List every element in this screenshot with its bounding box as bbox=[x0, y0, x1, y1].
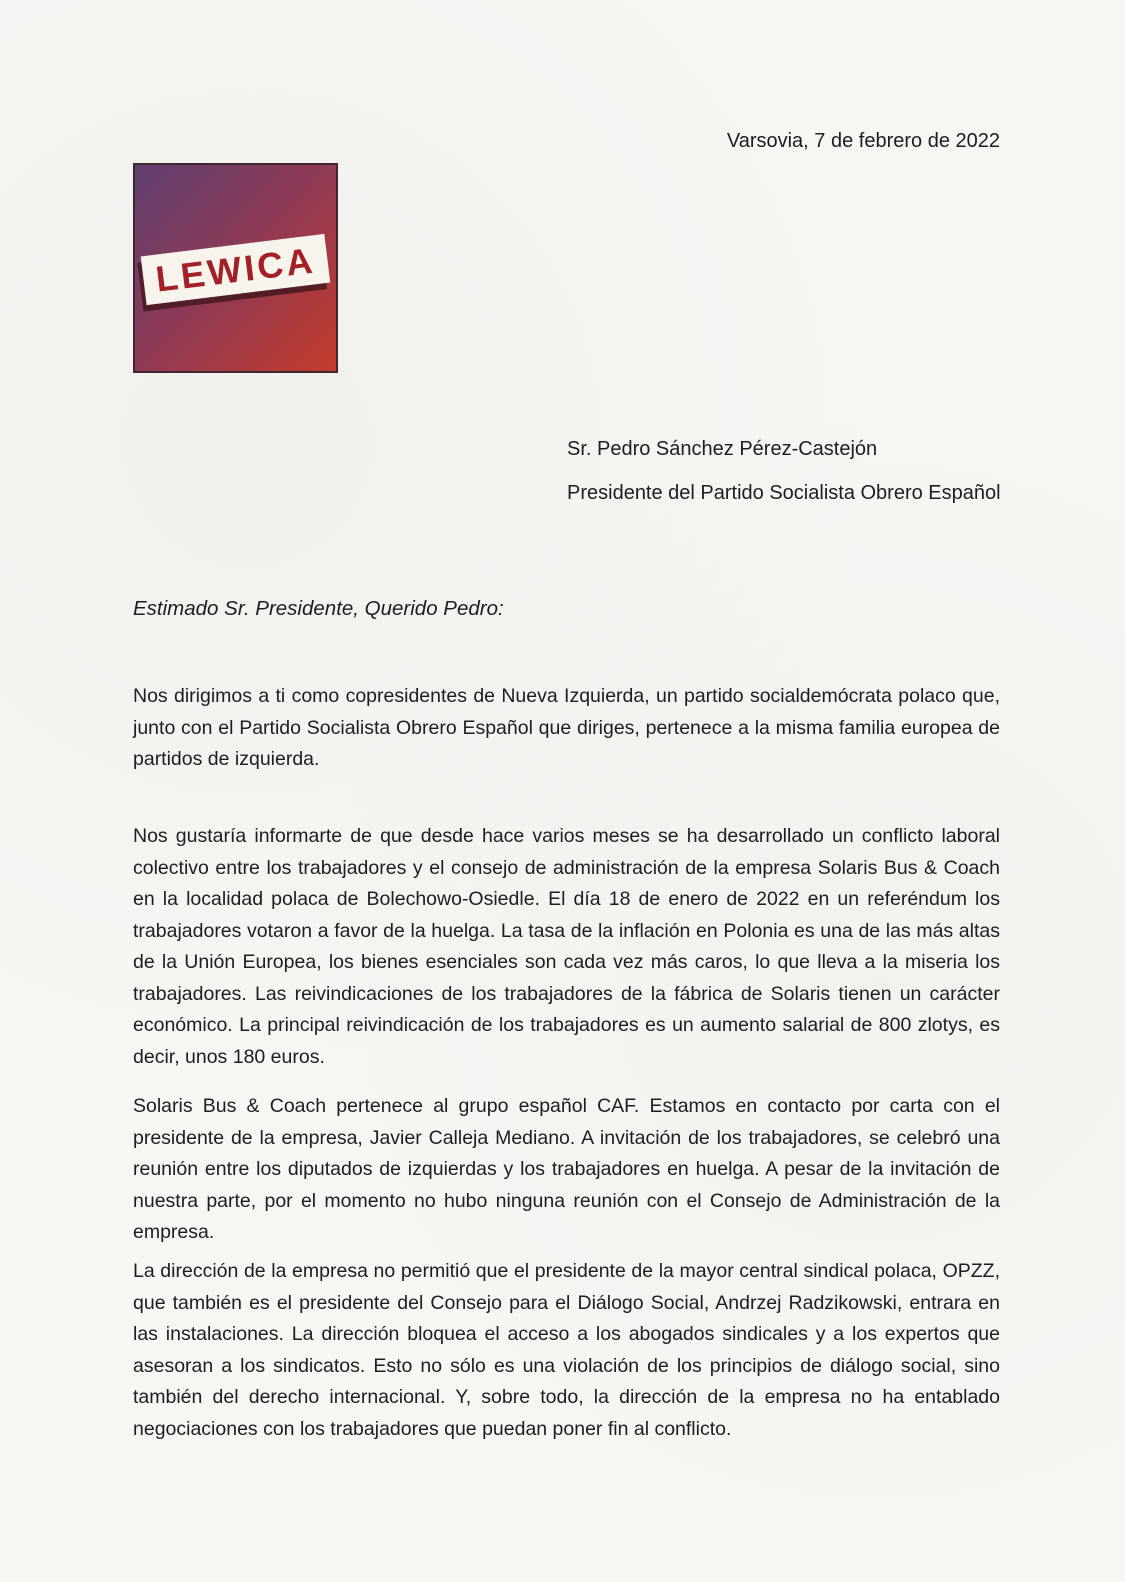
recipient-name: Sr. Pedro Sánchez Pérez-Castejón bbox=[567, 438, 878, 460]
recipient-title: Presidente del Partido Socialista Obrero Español bbox=[567, 482, 1001, 504]
lewica-logo bbox=[133, 163, 338, 373]
letter-paragraph-4: La dirección de la empresa no permitió que el presidente de la mayor central sindical polaca, OPZZ, que también es el presidente del Consejo para el Diálogo Social, Andrzej Radzikowski, entrara en las instalaciones. La dirección bloquea el acceso a los abogados sindicales y a los expertos que asesoran a los sindicatos. Esto no sólo es una violación de los principios de diálogo social, sino también del derecho internacional. Y, sobre todo, la dirección de la empresa no ha entablado negociaciones con los trabajadores que puedan poner fin al conflicto. bbox=[133, 1260, 1000, 1440]
letter-paragraph-3: Solaris Bus & Coach pertenece al grupo español CAF. Estamos en contacto por carta con el presidente de la empresa, Javier Calleja Mediano. A invitación de los trabajadores, se celebró una reunión entre los diputados de izquierdas y los trabajadores en huelga. A pesar de la invitación de nuestra parte, por el momento no hubo ninguna reunión con el Consejo de Administración de la empresa. bbox=[133, 1095, 1000, 1243]
letter-paragraph-2: Nos gustaría informarte de que desde hace varios meses se ha desarrollado un conflicto laboral colectivo entre los trabajadores y el consejo de administración de la empresa Solaris Bus & Coach en la localidad polaca de Bolechowo-Osiedle. El día 18 de enero de 2022 en un referéndum los trabajadores votaron a favor de la huelga. La tasa de la inflación en Polonia es una de las más altas de la Unión Europea, los bienes esenciales son cada vez más caros, lo que lleva a la miseria los trabajadores. Las reivindicaciones de los trabajadores de la fábrica de Solaris tienen un carácter económico. La principal reivindicación de los trabajadores es un aumento salarial de 800 zlotys, es decir, unos 180 euros. bbox=[133, 825, 1000, 1068]
salutation: Estimado Sr. Presidente, Querido Pedro: bbox=[133, 597, 504, 620]
dateline: Varsovia, 7 de febrero de 2022 bbox=[726, 130, 1000, 152]
letter-paragraph-1: Nos dirigimos a ti como copresidentes de Nueva Izquierda, un partido socialdemócrata polaco que, junto con el Partido Socialista Obrero Español que diriges, pertenece a la misma familia europea de partidos de izquierda. bbox=[133, 685, 1000, 770]
lewica-logo-banner bbox=[141, 234, 331, 306]
lewica-logo-text: LEWICA bbox=[153, 239, 318, 300]
recipient-block bbox=[567, 438, 1001, 526]
